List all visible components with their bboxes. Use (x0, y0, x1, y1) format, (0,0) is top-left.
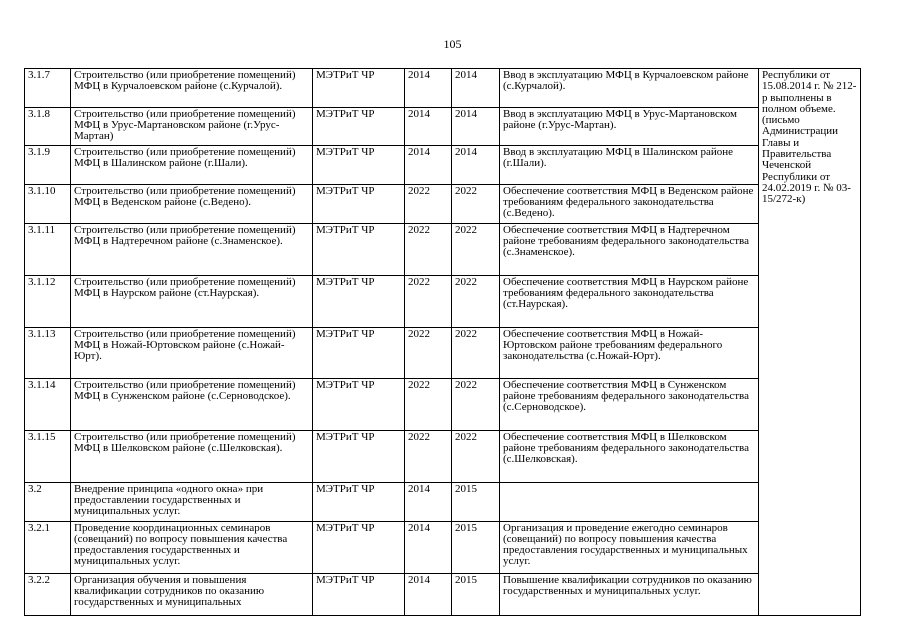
task-cell: Строительство (или приобретение помещений) МФЦ в Курчалоевском районе (с.Курчалой). (71, 69, 313, 108)
page-number: 105 (443, 37, 462, 51)
row-number-cell: 3.1.8 (25, 108, 71, 146)
table-row (25, 522, 861, 574)
table-row (25, 483, 861, 522)
responsible-cell: МЭТРиТ ЧР (313, 224, 405, 276)
end-year-cell: 2022 (452, 431, 500, 483)
responsible-cell: МЭТРиТ ЧР (313, 146, 405, 185)
start-year-cell: 2022 (405, 185, 452, 224)
expected-result-cell: Обеспечение соответствия МФЦ в Ножай-Юртовском районе требованиям федерального законодательства (с.Ножай-Юрт). (500, 328, 759, 379)
responsible-cell: МЭТРиТ ЧР (313, 276, 405, 328)
expected-result-cell (500, 483, 759, 522)
table-row (25, 224, 861, 276)
measures-table (24, 68, 861, 616)
row-number-cell: 3.1.9 (25, 146, 71, 185)
task-cell: Строительство (или приобретение помещений) МФЦ в Шалинском районе (г.Шали). (71, 146, 313, 185)
table-row (25, 146, 861, 185)
table-row (25, 328, 861, 379)
table-row (25, 379, 861, 431)
expected-result-cell: Ввод в эксплуатацию МФЦ в Курчалоевском районе (с.Курчалой). (500, 69, 759, 108)
table-row (25, 185, 861, 224)
row-number-cell: 3.1.15 (25, 431, 71, 483)
start-year-cell: 2014 (405, 146, 452, 185)
expected-result-cell: Организация и проведение ежегодно семинаров (совещаний) по вопросу повышения качества предоставления государственных и муниципальных услуг. (500, 522, 759, 574)
task-cell: Строительство (или приобретение помещений) МФЦ в Надтеречном районе (с.Знаменское). (71, 224, 313, 276)
start-year-cell: 2014 (405, 108, 452, 146)
expected-result-cell: Обеспечение соответствия МФЦ в Сунженском районе требованиям федерального законодательства (с.Серноводское). (500, 379, 759, 431)
task-cell: Строительство (или приобретение помещений) МФЦ в Наурском районе (ст.Наурская). (71, 276, 313, 328)
expected-result-cell: Обеспечение соответствия МФЦ в Веденском районе требованиям федерального законодательства (с.Ведено). (500, 185, 759, 224)
row-number-cell: 3.2 (25, 483, 71, 522)
task-cell: Строительство (или приобретение помещений) МФЦ в Веденском районе (с.Ведено). (71, 185, 313, 224)
row-number-cell: 3.1.11 (25, 224, 71, 276)
responsible-cell: МЭТРиТ ЧР (313, 522, 405, 574)
task-cell: Внедрение принципа «одного окна» при предоставлении государственных и муниципальных услуг. (71, 483, 313, 522)
end-year-cell: 2022 (452, 379, 500, 431)
task-cell: Строительство (или приобретение помещений) МФЦ в Сунженском районе (с.Серноводское). (71, 379, 313, 431)
row-number-cell: 3.1.7 (25, 69, 71, 108)
table-row (25, 276, 861, 328)
expected-result-cell: Повышение квалификации сотрудников по оказанию государственных и муниципальных услуг. (500, 574, 759, 616)
expected-result-cell: Обеспечение соответствия МФЦ в Наурском районе требованиям федерального законодательства (ст.Наурская). (500, 276, 759, 328)
row-number-cell: 3.1.14 (25, 379, 71, 431)
end-year-cell: 2022 (452, 276, 500, 328)
table-row (25, 431, 861, 483)
responsible-cell: МЭТРиТ ЧР (313, 69, 405, 108)
expected-result-cell: Обеспечение соответствия МФЦ в Надтеречном районе требованиям федерального законодательства (с.Знаменское). (500, 224, 759, 276)
table-row (25, 574, 861, 616)
end-year-cell: 2022 (452, 224, 500, 276)
end-year-cell: 2015 (452, 483, 500, 522)
start-year-cell: 2014 (405, 522, 452, 574)
responsible-cell: МЭТРиТ ЧР (313, 483, 405, 522)
responsible-cell: МЭТРиТ ЧР (313, 574, 405, 616)
row-number-cell: 3.1.10 (25, 185, 71, 224)
responsible-cell: МЭТРиТ ЧР (313, 328, 405, 379)
start-year-cell: 2014 (405, 574, 452, 616)
start-year-cell: 2022 (405, 379, 452, 431)
row-number-cell: 3.1.12 (25, 276, 71, 328)
table-row (25, 108, 861, 146)
start-year-cell: 2022 (405, 276, 452, 328)
responsible-cell: МЭТРиТ ЧР (313, 185, 405, 224)
start-year-cell: 2014 (405, 483, 452, 522)
end-year-cell: 2014 (452, 108, 500, 146)
responsible-cell: МЭТРиТ ЧР (313, 108, 405, 146)
responsible-cell: МЭТРиТ ЧР (313, 431, 405, 483)
table-row (25, 69, 861, 108)
start-year-cell: 2014 (405, 69, 452, 108)
task-cell: Строительство (или приобретение помещений) МФЦ в Шелковском районе (с.Шелковская). (71, 431, 313, 483)
end-year-cell: 2014 (452, 146, 500, 185)
expected-result-cell: Обеспечение соответствия МФЦ в Шелковском районе требованиям федерального законодательства (с.Шелковская). (500, 431, 759, 483)
end-year-cell: 2015 (452, 574, 500, 616)
start-year-cell: 2022 (405, 224, 452, 276)
responsible-cell: МЭТРиТ ЧР (313, 379, 405, 431)
end-year-cell: 2014 (452, 69, 500, 108)
row-number-cell: 3.2.1 (25, 522, 71, 574)
start-year-cell: 2022 (405, 328, 452, 379)
expected-result-cell: Ввод в эксплуатацию МФЦ в Урус-Мартановском районе (г.Урус-Мартан). (500, 108, 759, 146)
task-cell: Проведение координационных семинаров (совещаний) по вопросу повышения качества предоставления государственных и муниципальных услуг. (71, 522, 313, 574)
row-number-cell: 3.2.2 (25, 574, 71, 616)
status-note-cell: Республики от 15.08.2014 г. № 212-р выполнены в полном объеме. (письмо Администрации Главы и Правительства Чеченской Республики от 24.02.2019 г. № 03-15/272-к) (759, 69, 861, 616)
end-year-cell: 2015 (452, 522, 500, 574)
row-number-cell: 3.1.13 (25, 328, 71, 379)
start-year-cell: 2022 (405, 431, 452, 483)
task-cell: Строительство (или приобретение помещений) МФЦ в Урус-Мартановском районе (г.Урус-Мартан) (71, 108, 313, 146)
expected-result-cell: Ввод в эксплуатацию МФЦ в Шалинском районе (г.Шали). (500, 146, 759, 185)
task-cell: Организация обучения и повышения квалификации сотрудников по оказанию государственных и муниципальных (71, 574, 313, 616)
task-cell: Строительство (или приобретение помещений) МФЦ в Ножай-Юртовском районе (с.Ножай-Юрт). (71, 328, 313, 379)
end-year-cell: 2022 (452, 185, 500, 224)
end-year-cell: 2022 (452, 328, 500, 379)
